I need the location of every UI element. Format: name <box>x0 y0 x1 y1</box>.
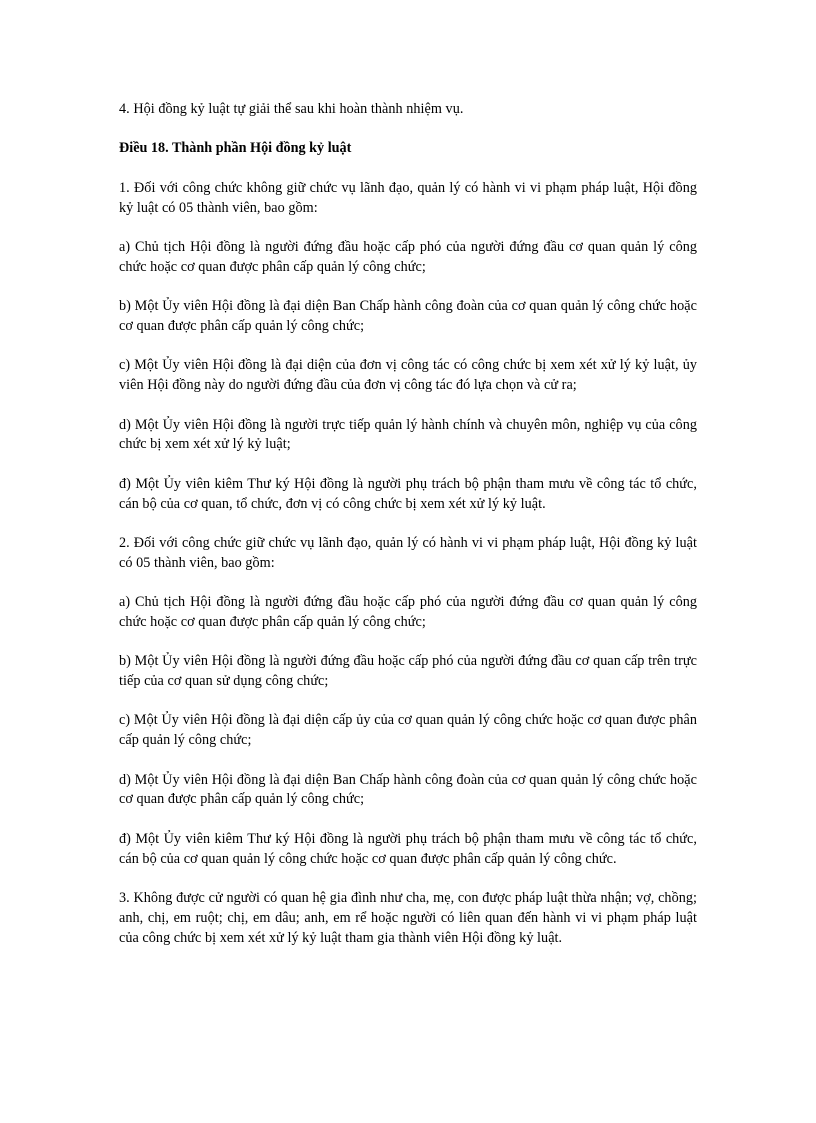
paragraph-section-1-c: c) Một Ủy viên Hội đồng là đại diện của đơn vị công tác có công chức bị xem xét xử lý kỷ luật, ủy viên Hội đồng này do người đứng đầu của đơn vị công tác đó lựa chọn và cử ra; <box>119 357 697 394</box>
paragraph-section-2-dd: đ) Một Ủy viên kiêm Thư ký Hội đồng là người phụ trách bộ phận tham mưu về công tác tổ chức, cán bộ của cơ quan quản lý công chức hoặc cơ quan được phân cấp quản lý công chức. <box>119 830 697 867</box>
paragraph-section-1-d: d) Một Ủy viên Hội đồng là người trực tiếp quản lý hành chính và chuyên môn, nghiệp vụ của công chức bị xem xét xử lý kỷ luật; <box>119 416 697 453</box>
paragraph-section-1-intro: 1. Đối với công chức không giữ chức vụ lãnh đạo, quản lý có hành vi vi phạm pháp luật, Hội đồng kỷ luật có 05 thành viên, bao gồm: <box>119 179 697 216</box>
paragraph-section-2-a: a) Chủ tịch Hội đồng là người đứng đầu hoặc cấp phó của người đứng đầu cơ quan quản lý công chức hoặc cơ quan được phân cấp quản lý công chức; <box>119 594 697 630</box>
paragraph-clause-4: 4. Hội đồng kỷ luật tự giải thể sau khi hoàn thành nhiệm vụ. <box>119 101 464 117</box>
paragraph-section-2-d: d) Một Ủy viên Hội đồng là đại diện Ban Chấp hành công đoàn của cơ quan quản lý công chức hoặc cơ quan được phân cấp quản lý công chức; <box>119 771 697 808</box>
paragraph-section-1-dd: đ) Một Ủy viên kiêm Thư ký Hội đồng là người phụ trách bộ phận tham mưu về công tác tổ chức, cán bộ của cơ quan, tổ chức, đơn vị có công chức bị xem xét xử lý kỷ luật. <box>119 475 697 512</box>
paragraph-section-2-c: c) Một Ủy viên Hội đồng là đại diện cấp ủy của cơ quan quản lý công chức hoặc cơ quan được phân cấp quản lý công chức; <box>119 712 697 749</box>
article-heading: Điều 18. Thành phần Hội đồng kỷ luật <box>119 140 352 157</box>
paragraph-section-2-b: b) Một Ủy viên Hội đồng là người đứng đầu hoặc cấp phó của người đứng đầu cơ quan cấp trên trực tiếp của cơ quan sử dụng công chức; <box>119 653 697 690</box>
paragraph-section-1-b: b) Một Ủy viên Hội đồng là đại diện Ban Chấp hành công đoàn của cơ quan quản lý công chức hoặc cơ quan được phân cấp quản lý công chức; <box>119 298 697 334</box>
document-page <box>119 100 697 968</box>
paragraph-section-2-intro: 2. Đối với công chức giữ chức vụ lãnh đạo, quản lý có hành vi vi phạm pháp luật, Hội đồng kỷ luật có 05 thành viên, bao gồm: <box>119 534 697 571</box>
paragraph-section-3: 3. Không được cử người có quan hệ gia đình như cha, mẹ, con được pháp luật thừa nhận; vợ, chồng; anh, chị, em ruột; chị, em dâu; anh, em rể hoặc người có liên quan đến hành vi vi phạm pháp luật của công chức bị xem xét xử lý kỷ luật tham gia thành viên Hội đồng kỷ luật. <box>119 890 697 946</box>
paragraph-section-1-a: a) Chủ tịch Hội đồng là người đứng đầu hoặc cấp phó của người đứng đầu cơ quan quản lý công chức hoặc cơ quan được phân cấp quản lý công chức; <box>119 238 697 275</box>
